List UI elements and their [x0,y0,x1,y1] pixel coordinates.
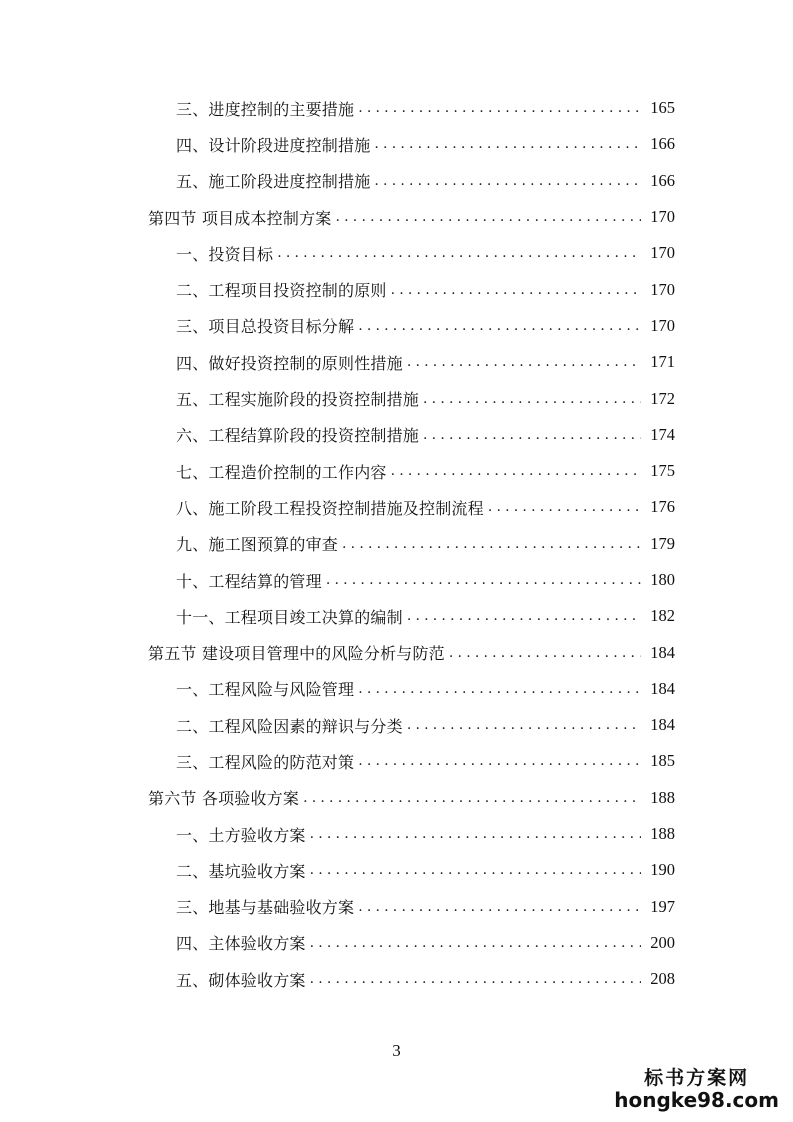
toc-leader-dots [358,100,641,116]
toc-leader-dots [391,282,641,298]
toc-entry-title: 第四节 项目成本控制方案 [148,208,332,228]
toc-leader-dots [449,645,641,661]
toc-entry[interactable] [0,743,793,779]
toc-entry-title: 一、投资目标 [176,244,274,264]
toc-entry-page: 185 [650,751,675,771]
toc-leader-dots [310,826,641,842]
watermark-name: 标书方案网 [644,1067,750,1089]
toc-entry-title: 九、施工图预算的审查 [176,535,339,555]
toc-leader-dots [358,681,641,697]
toc-entry-title: 十一、工程项目竣工决算的编制 [176,607,403,627]
toc-entry[interactable] [0,235,793,271]
toc-entry-page: 166 [650,134,675,154]
toc-entry-title: 五、施工阶段进度控制措施 [176,172,371,192]
toc-entry-page: 174 [650,424,675,444]
toc-entry[interactable] [0,671,793,707]
toc-leader-dots [423,427,641,443]
toc-entry-title: 第六节 各项验收方案 [148,789,300,809]
toc-entry-title: 二、工程项目投资控制的原则 [176,281,387,301]
toc-entry-page: 208 [650,969,675,989]
toc-entry-page: 188 [650,787,675,807]
table-of-contents [0,90,793,997]
toc-entry-title: 五、砌体验收方案 [176,970,306,990]
toc-leader-dots [391,463,641,479]
toc-entry[interactable] [0,344,793,380]
toc-entry-page: 200 [650,932,675,952]
toc-entry[interactable] [0,308,793,344]
toc-entry-page: 184 [650,678,675,698]
toc-entry-page: 170 [650,243,675,263]
toc-section-entry[interactable] [0,199,793,235]
toc-entry-title: 二、工程风险因素的辩识与分类 [176,716,403,736]
toc-entry-title: 四、做好投资控制的原则性措施 [176,353,403,373]
toc-entry-title: 三、地基与基础验收方案 [176,898,355,918]
toc-entry-page: 180 [650,570,675,589]
toc-entry-title: 四、设计阶段进度控制措施 [176,135,371,155]
toc-entry[interactable] [0,598,793,634]
page-number: 3 [392,1041,401,1060]
toc-entry-page: 165 [650,98,675,118]
toc-entry[interactable] [0,489,793,525]
toc-entry-page: 188 [650,824,675,844]
toc-entry-page: 197 [650,896,675,916]
toc-entry[interactable] [0,961,793,997]
toc-entry-page: 179 [650,533,675,553]
toc-entry[interactable] [0,707,793,743]
toc-entry-page: 172 [650,388,675,408]
toc-entry[interactable] [0,163,793,199]
toc-leader-dots [423,391,641,407]
toc-entry-page: 190 [650,860,675,880]
toc-leader-dots [407,608,641,624]
toc-leader-dots [358,899,641,915]
toc-entry-title: 四、主体验收方案 [176,934,306,954]
toc-entry[interactable] [0,417,793,453]
toc-entry-title: 二、基坑验收方案 [176,861,306,881]
toc-entry[interactable] [0,126,793,162]
toc-entry-title: 八、施工阶段工程投资控制措施及控制流程 [176,498,484,518]
toc-entry-title: 一、土方验收方案 [176,825,306,845]
toc-entry[interactable] [0,889,793,925]
toc-entry-title: 七、工程造价控制的工作内容 [176,462,387,482]
toc-entry[interactable] [0,453,793,489]
toc-entry-page: 182 [650,606,675,626]
watermark-url: hongke98.com [614,1088,779,1112]
toc-leader-dots [336,209,642,225]
toc-leader-dots [358,753,641,769]
watermark-logo [614,1063,779,1112]
toc-entry-title: 五、工程实施阶段的投资控制措施 [176,390,420,410]
toc-leader-dots [303,790,641,806]
toc-entry[interactable] [0,816,793,852]
toc-entry-page: 175 [650,461,675,481]
toc-entry-title: 三、项目总投资目标分解 [176,317,355,337]
toc-section-entry[interactable] [0,634,793,670]
toc-entry-page: 184 [650,642,675,662]
toc-leader-dots [310,971,641,987]
toc-section-entry[interactable] [0,780,793,816]
toc-entry-title: 六、工程结算阶段的投资控制措施 [176,426,420,446]
toc-entry[interactable] [0,271,793,307]
toc-entry-title: 第五节 建设项目管理中的风险分析与防范 [148,644,445,664]
toc-entry[interactable] [0,562,793,598]
toc-entry-title: 三、进度控制的主要措施 [176,99,355,119]
toc-entry-page: 170 [650,279,675,299]
toc-leader-dots [407,354,641,370]
toc-leader-dots [407,717,641,733]
toc-entry-title: 十、工程结算的管理 [176,571,322,591]
toc-leader-dots [310,935,641,951]
toc-entry-page: 184 [650,715,675,735]
toc-leader-dots [342,536,641,552]
toc-entry[interactable] [0,90,793,126]
toc-leader-dots [488,499,641,515]
toc-leader-dots [310,862,641,878]
toc-leader-dots [358,318,641,334]
toc-leader-dots [374,136,641,152]
toc-entry-page: 170 [650,207,675,227]
toc-entry-page: 170 [650,315,675,335]
toc-entry[interactable] [0,925,793,961]
toc-entry[interactable] [0,852,793,888]
toc-entry-page: 166 [650,170,675,190]
toc-entry[interactable] [0,380,793,416]
toc-entry-page: 176 [650,497,675,517]
toc-entry[interactable] [0,526,793,562]
toc-entry-title: 一、工程风险与风险管理 [176,680,355,700]
toc-leader-dots [277,245,641,261]
toc-entry-page: 171 [650,352,675,372]
toc-leader-dots [326,572,641,588]
toc-entry-title: 三、工程风险的防范对策 [176,752,355,772]
toc-leader-dots [374,173,641,189]
